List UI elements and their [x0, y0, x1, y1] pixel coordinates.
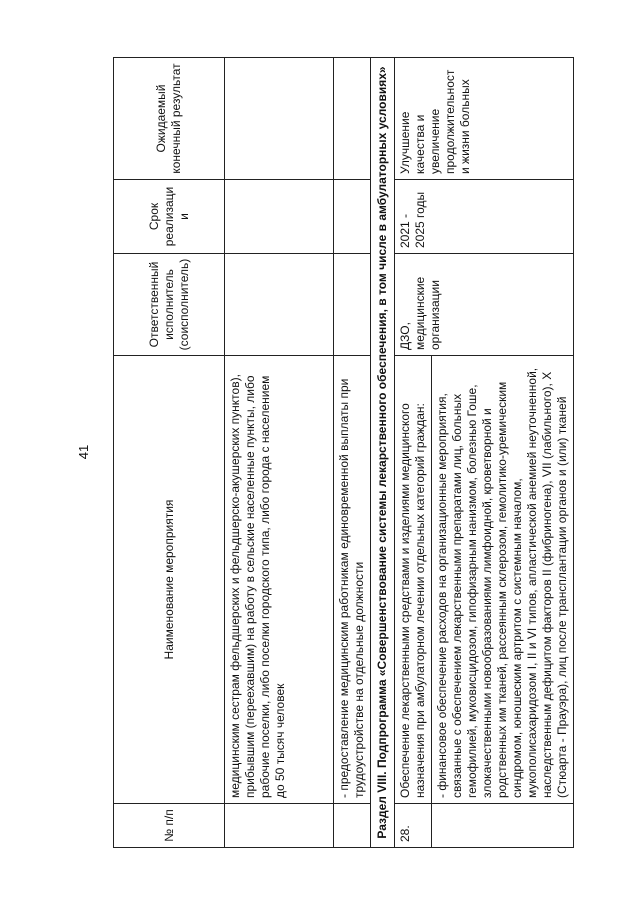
cell-name: - финансовое обеспечение расходов на организационные мероприятия, связанные с обеспечением лекарственными препаратами лиц, больных гемофилией, муковисцидозом, гипофизарным нанизмом, болезнью Гоше, злокачественными новообразованиями лимфоидной, кроветворной и родственных им тканей, рассеянным склерозом, гемолитико-уремическим синдромом, юношеским артритом с системным началом, мукополисахаридозом I, II и VI типов, апластической анемией неуточненной, наследственным дефицитом факторов II (фибриногена), VII (лабильного), X (Стюарта - Прауэра), лиц после трансплантации органов и (или) тканей	[432, 356, 574, 804]
cell-responsible	[225, 254, 334, 356]
cell-responsible: ДЗО, медицинские организации	[395, 254, 574, 356]
cell-term	[334, 180, 371, 254]
header-responsible: Ответственный исполнитель (соисполнитель)	[114, 254, 225, 356]
cell-num: 28.	[395, 804, 432, 848]
section-header-row	[371, 58, 395, 848]
table-row	[395, 58, 432, 848]
page-number: 41	[76, 444, 91, 460]
section-title: Раздел VIII. Подпрограмма «Совершенствование системы лекарственного обеспечения, в том числе в амбулаторных условиях»	[371, 58, 395, 848]
cell-name: медицинским сестрам фельдшерских и фельдшерско-акушерских пунктов), прибывшим (переехавшим) на работу в сельские населенные пункты, либо рабочие поселки, либо поселки городского типа, либо города с населением до 50 тысяч человек	[225, 356, 334, 804]
measures-table	[113, 57, 574, 848]
table-row	[334, 58, 371, 848]
table-row	[225, 58, 334, 848]
header-name: Наименование мероприятия	[114, 356, 225, 804]
cell-num	[225, 804, 334, 848]
rotated-table-wrapper	[113, 58, 613, 848]
header-result: Ожидаемый конечный результат	[114, 58, 225, 180]
header-num: № п/п	[114, 804, 225, 848]
table-header-row	[114, 58, 225, 848]
cell-term: 2021 - 2025 годы	[395, 180, 574, 254]
cell-result	[225, 58, 334, 180]
cell-result	[334, 58, 371, 180]
cell-result: Улучшение качества и увеличение продолжительности жизни больных	[395, 58, 574, 180]
cell-term	[225, 180, 334, 254]
cell-responsible	[334, 254, 371, 356]
cell-num	[334, 804, 371, 848]
cell-name: - предоставление медицинским работникам единовременной выплаты при трудоустройстве на отдельные должности	[334, 356, 371, 804]
cell-name: Обеспечение лекарственными средствами и изделиями медицинского назначения при амбулаторном лечении отдельных категорий граждан:	[395, 356, 432, 804]
header-term: Срок реализации	[114, 180, 225, 254]
cell-num	[432, 804, 574, 848]
